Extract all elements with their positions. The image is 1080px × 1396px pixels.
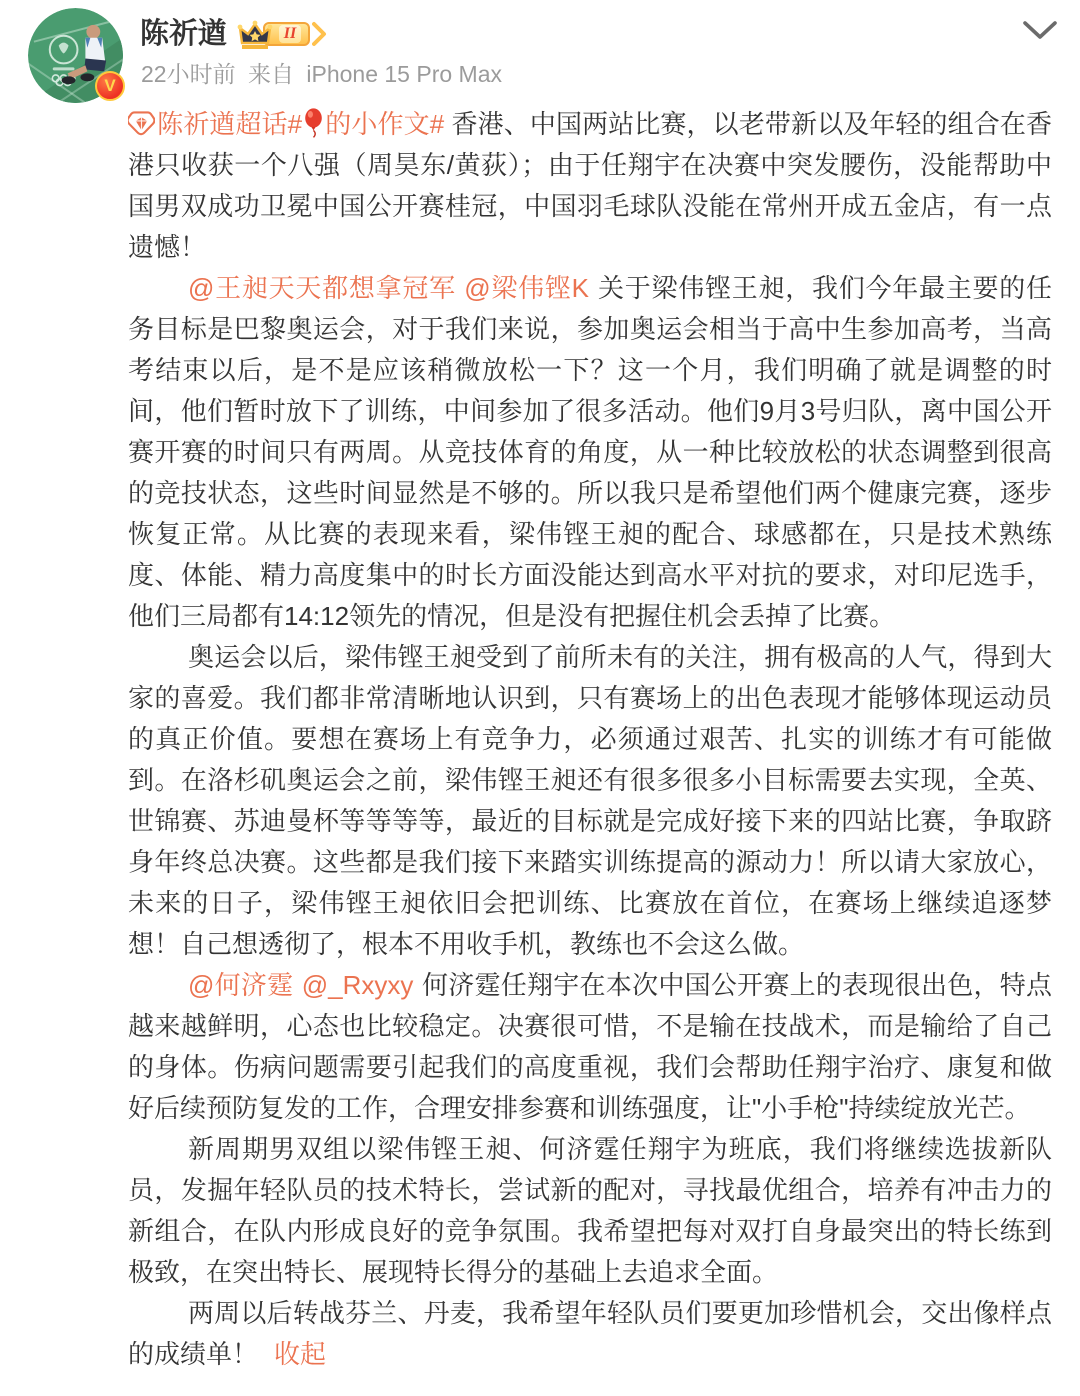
paragraph-1-text: 香港、中国两站比赛，以老带新以及年轻的组合在香港只收获一个八强（周昊东/黄荻）；由于任翔宇在决赛中突发腰伤，没能帮助中国男双成功卫冕中国公开赛桂冠，中国羽毛球队没能在常州开成五金店，有一点遗憾！: [128, 109, 1052, 262]
paragraph-4-text: 何济霆任翔宇在本次中国公开赛上的表现很出色，特点越来越鲜明，心态也比较稳定。决赛很可惜，不是输在技战术，而是输给了自己的身体。伤病问题需要引起我们的高度重视，我们会帮助任翔宇治疗、康复和做好后续预防复发的工作，合理安排参赛和训练强度，让"小手枪"持续绽放光芒。: [128, 970, 1052, 1123]
user-avatar[interactable]: [28, 8, 123, 103]
vip-member-badge[interactable]: [237, 18, 328, 50]
hashtag-open: #: [287, 109, 303, 139]
user-row: [140, 16, 328, 52]
supertopic-link[interactable]: [128, 109, 288, 139]
source-device: iPhone 15 Pro Max: [306, 61, 502, 87]
post-time: 22小时前: [141, 61, 236, 87]
chevron-down-icon[interactable]: [1022, 20, 1058, 42]
hashtag-close: #: [429, 109, 445, 139]
collapse-link[interactable]: 收起: [274, 1339, 327, 1369]
paragraph-5-text: 新周期男双组以梁伟铿王昶、何济霆任翔宇为班底，我们将继续选拔新队员，发掘年轻队员的技术特长，尝试新的配对，寻找最优组合，培养有冲击力的新组合，在队内形成良好的竞争氛围。我希望把每对双打自身最突出的特长练到极致，在突出特长、展现特长得分的基础上去追求全面。: [128, 1134, 1052, 1287]
supertopic-gem-icon: [128, 110, 155, 137]
paragraph-3-text: 奥运会以后，梁伟铿王昶受到了前所未有的关注，拥有极高的人气，得到大家的喜爱。我们都非常清晰地认识到，只有赛场上的出色表现才能够体现运动员的真正价值。要想在赛场上有竞争力，必须通过艰苦、扎实的训练才有可能做到。在洛杉矶奥运会之前，梁伟铿王昶还有很多很多小目标需要去实现，全英、世锦赛、苏迪曼杯等等等等，最近的目标就是完成好接下来的四站比赛，争取跻身年终总决赛。这些都是我们接下来踏实训练提高的源动力！所以请大家放心，未来的日子，梁伟铿王昶依旧会把训练、比赛放在首位，在赛场上继续追逐梦想！自己想透彻了，根本不用收手机，教练也不会这么做。: [128, 642, 1052, 959]
balloon-emoji-icon: [303, 108, 324, 138]
mention-link-hejiting[interactable]: @何济霆: [188, 970, 294, 1000]
paragraph-4: [128, 965, 1052, 1129]
paragraph-6: [128, 1293, 1052, 1375]
mention-link-wangchang[interactable]: @王昶天天都想拿冠军: [188, 273, 456, 303]
supertopic-label: 陈祈遒超话: [157, 109, 288, 139]
paragraph-6-text: 两周以后转战芬兰、丹麦，我希望年轻队员们要更加珍惜机会，交出像样点的成绩单！: [128, 1298, 1052, 1369]
paragraph-1: [128, 104, 1052, 268]
post-header: [0, 0, 1080, 104]
mention-link-rxyxy[interactable]: @_Rxyxy: [301, 970, 414, 1000]
paragraph-2-text: 关于梁伟铿王昶，我们今年最主要的任务目标是巴黎奥运会，对于我们来说，参加奥运会相当于高中生参加高考，当高考结束以后，是不是应该稍微放松一下？这一个月，我们明确了就是调整的时间，他们暂时放下了训练，中间参加了很多活动。他们9月3号归队，离中国公开赛开赛的时间只有两周。从竞技体育的角度，从一种比较放松的状态调整到很高的竞技状态，这些时间显然是不够的。所以我只是希望他们两个健康完赛，逐步恢复正常。从比赛的表现来看，梁伟铿王昶的配合、球感都在，只是技术熟练度、体能、精力高度集中的时长方面没能达到高水平对抗的要求，对印尼选手，他们三局都有14:12领先的情况，但是没有把握住机会丢掉了比赛。: [128, 273, 1052, 631]
paragraph-2: [128, 268, 1052, 637]
hashtag-label: 的小作文: [325, 109, 430, 139]
paragraph-5: [128, 1129, 1052, 1293]
post-meta: [141, 60, 508, 88]
username[interactable]: 陈祈遒: [140, 18, 228, 50]
paragraph-3: [128, 637, 1052, 965]
vip-level-text: II: [279, 25, 301, 43]
mention-link-liangweikeng[interactable]: @梁伟铿K: [464, 273, 589, 303]
hashtag-link[interactable]: [288, 109, 445, 139]
vip-ribbon-tail-icon: [312, 21, 328, 47]
post-body: [0, 104, 1080, 1375]
verified-v-icon: V: [104, 75, 116, 95]
crown-icon: [237, 18, 273, 50]
source-label: 来自: [247, 61, 294, 87]
verified-badge: [95, 71, 125, 101]
